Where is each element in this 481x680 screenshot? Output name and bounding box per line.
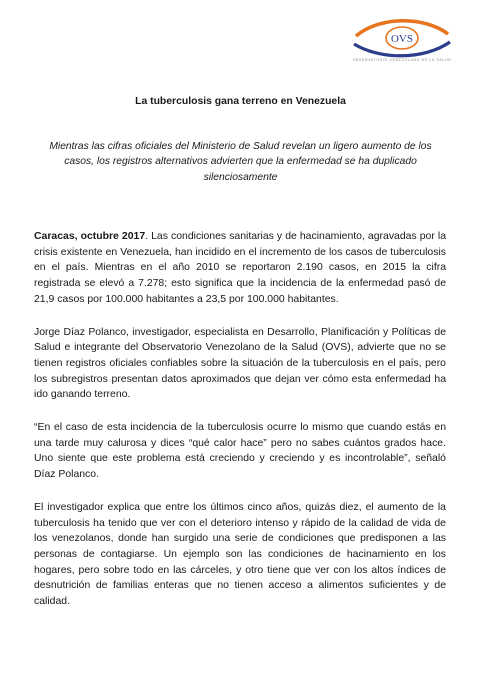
document-title: La tuberculosis gana terreno en Venezuela — [135, 96, 346, 107]
document-subtitle: Mientras las cifras oficiales del Ministerio de Salud revelan un ligero aumento de los casos, los registros alternativos advierten que la enfermedad se ha duplicado silenciosamente — [49, 141, 432, 183]
dateline: Caracas, octubre 2017 — [34, 231, 146, 242]
paragraph-1-text: . Las condiciones sanitarias y de hacinamiento, agravadas por la crisis existente en Venezuela, han incidido en el incremento de los casos de tuberculosis en el país. Mientras en el año 2010 se reportaron 2.190 casos, en 2015 la cifra registrada se elevó a 7.278; esto significa que la incidencia de la enfermedad pasó de 21,9 casos por 100.000 habitantes a 23,5 por 100.000 habitantes. — [34, 231, 446, 305]
paragraph-1 — [34, 229, 446, 308]
paragraph-2: Jorge Díaz Polanco, investigador, especialista en Desarrollo, Planificación y Políticas de Salud e integrante del Observatorio Venezolano de la Salud (OVS), advierte que no se tienen registros oficiales confiables sobre la situación de la tuberculosis en el país, pero los subregistros presentan datos aproximados que dejan ver cómo esta enfermedad ha ido ganando terreno. — [34, 326, 446, 401]
article-body — [34, 229, 446, 627]
paragraph-3-quote: “En el caso de esta incidencia de la tuberculosis ocurre lo mismo que cuando estás en una tarde muy calurosa y dices “qué calor hace” pero no sabes cuántos grados hace. Uno siente que este problema está creciendo y creciendo y es incontrolable”, señaló Díaz Polanco. — [34, 422, 446, 481]
paragraph-4: El investigador explica que entre los últimos cinco años, quizás diez, el aumento de la tuberculosis ha tenido que ver con el deterioro intenso y rápido de la calidad de vida de los venezolanos, donde han surgido una serie de condiciones que predisponen a las personas de contagiarse. Un ejemplo son las condiciones de hacinamiento en los hogares, pero sobre todo en las cárceles, y otro tiene que ver con los altos índices de desnutrición de familias enteras que no tienen acceso a alimentos suficientes y de calidad. — [34, 501, 446, 608]
ovs-logo-mark — [350, 14, 454, 60]
logo-initials: OVS — [390, 33, 414, 45]
logo-caption: OBSERVATORIO VENEZOLANO DE LA SALUD — [352, 58, 452, 62]
ovs-logo — [350, 14, 454, 64]
